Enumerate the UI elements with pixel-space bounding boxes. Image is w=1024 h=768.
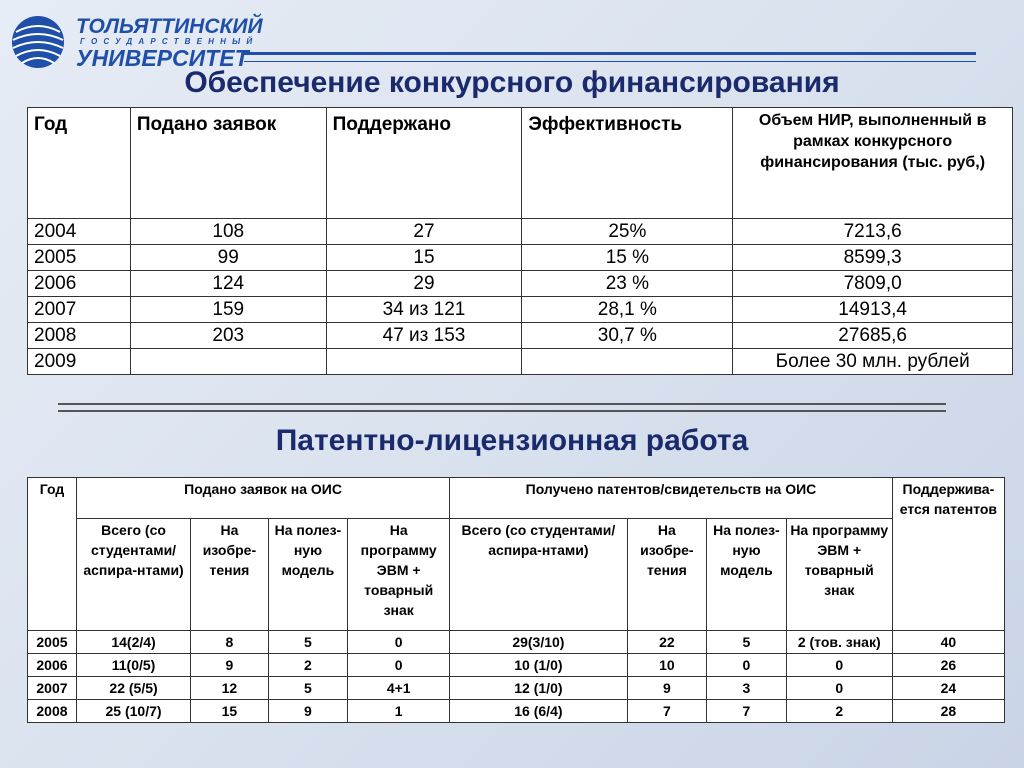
cell-volume: 7213,6 <box>733 219 1013 245</box>
subheader-apps-inventions: На изобре-тения <box>191 519 269 631</box>
subheader-patents-total: Всего (со студентами/аспира-нтами) <box>450 519 627 631</box>
patent-header-row-1 <box>28 478 1005 519</box>
cell-supported: 26 <box>892 654 1004 677</box>
patent-header-row-2 <box>28 519 1005 631</box>
cell-supported: 47 из 153 <box>326 323 522 349</box>
cell-patents-utility: 0 <box>707 654 787 677</box>
subheader-apps-utility-model: На полез-ную модель <box>268 519 348 631</box>
cell-apps-software: 0 <box>348 654 450 677</box>
table-row <box>28 631 1005 654</box>
cell-year: 2007 <box>28 297 131 323</box>
subheader-patents-inventions: На изобре-тения <box>627 519 707 631</box>
university-logo <box>10 14 330 72</box>
cell-patents-software: 0 <box>786 677 892 700</box>
logo-line-1: ТОЛЬЯТТИНСКИЙ <box>76 15 263 38</box>
header-patents-supported: Поддержива-ется патентов <box>892 478 1004 631</box>
cell-efficiency: 25% <box>522 219 733 245</box>
funding-table <box>27 107 1013 375</box>
cell-volume: 14913,4 <box>733 297 1013 323</box>
cell-patents-inventions: 7 <box>627 700 707 723</box>
cell-submitted <box>130 349 326 375</box>
cell-year: 2005 <box>28 245 131 271</box>
cell-patents-software: 2 <box>786 700 892 723</box>
cell-supported: 24 <box>892 677 1004 700</box>
cell-efficiency: 15 % <box>522 245 733 271</box>
cell-year: 2006 <box>28 271 131 297</box>
cell-apps-total: 14(2/4) <box>76 631 190 654</box>
cell-patents-inventions: 22 <box>627 631 707 654</box>
cell-apps-utility: 5 <box>268 677 348 700</box>
cell-supported: 15 <box>326 245 522 271</box>
cell-patents-utility: 5 <box>707 631 787 654</box>
cell-apps-software: 1 <box>348 700 450 723</box>
cell-apps-utility: 9 <box>268 700 348 723</box>
table-row <box>28 271 1013 297</box>
table-row <box>28 245 1013 271</box>
cell-efficiency: 30,7 % <box>522 323 733 349</box>
cell-patents-utility: 3 <box>707 677 787 700</box>
cell-year: 2008 <box>28 323 131 349</box>
cell-submitted: 124 <box>130 271 326 297</box>
cell-year: 2006 <box>28 654 77 677</box>
header-rule <box>244 52 976 62</box>
globe-icon <box>10 14 66 70</box>
header-supported: Поддержано <box>326 108 522 219</box>
cell-year: 2009 <box>28 349 131 375</box>
cell-patents-inventions: 9 <box>627 677 707 700</box>
subheader-apps-software: На программу ЭВМ + товарный знак <box>348 519 450 631</box>
header-year: Год <box>28 108 131 219</box>
cell-patents-software: 0 <box>786 654 892 677</box>
section-divider <box>58 403 946 412</box>
cell-year: 2005 <box>28 631 77 654</box>
table-row <box>28 297 1013 323</box>
cell-apps-inventions: 15 <box>191 700 269 723</box>
cell-year: 2004 <box>28 219 131 245</box>
cell-apps-inventions: 8 <box>191 631 269 654</box>
table-row <box>28 219 1013 245</box>
cell-volume: 8599,3 <box>733 245 1013 271</box>
cell-volume: Более 30 млн. рублей <box>733 349 1013 375</box>
patent-title: Патентно-лицензионная работа <box>275 424 749 457</box>
cell-submitted: 99 <box>130 245 326 271</box>
cell-apps-total: 11(0/5) <box>76 654 190 677</box>
subheader-patents-utility-model: На полез-ную модель <box>707 519 787 631</box>
header-patents-received: Получено патентов/свидетельств на ОИС <box>450 478 893 519</box>
patent-table <box>27 477 1005 723</box>
cell-patents-inventions: 10 <box>627 654 707 677</box>
header-applications: Подано заявок на ОИС <box>76 478 449 519</box>
cell-volume: 7809,0 <box>733 271 1013 297</box>
header-year: Год <box>28 478 77 631</box>
cell-patents-total: 29(3/10) <box>450 631 627 654</box>
cell-submitted: 203 <box>130 323 326 349</box>
cell-supported <box>326 349 522 375</box>
cell-supported: 27 <box>326 219 522 245</box>
table-row <box>28 677 1005 700</box>
funding-title: Обеспечение конкурсного финансирования <box>184 66 840 99</box>
cell-efficiency: 23 % <box>522 271 733 297</box>
table-row <box>28 654 1005 677</box>
logo-line-2: ГОСУДАРСТВЕННЫЙ <box>80 37 259 46</box>
cell-efficiency: 28,1 % <box>522 297 733 323</box>
cell-patents-utility: 7 <box>707 700 787 723</box>
funding-header-row <box>28 108 1013 219</box>
logo-line-3: УНИВЕРСИТЕТ <box>76 45 249 71</box>
cell-patents-total: 10 (1/0) <box>450 654 627 677</box>
cell-patents-software: 2 (тов. знак) <box>786 631 892 654</box>
table-row <box>28 323 1013 349</box>
cell-apps-inventions: 12 <box>191 677 269 700</box>
header-submitted: Подано заявок <box>130 108 326 219</box>
cell-apps-total: 25 (10/7) <box>76 700 190 723</box>
cell-supported: 29 <box>326 271 522 297</box>
header-volume: Объем НИР, выполненный в рамках конкурсного финансирования (тыс. руб,) <box>733 108 1013 219</box>
cell-apps-utility: 5 <box>268 631 348 654</box>
cell-year: 2008 <box>28 700 77 723</box>
cell-patents-total: 12 (1/0) <box>450 677 627 700</box>
header-efficiency: Эффективность <box>522 108 733 219</box>
cell-supported: 34 из 121 <box>326 297 522 323</box>
cell-efficiency <box>522 349 733 375</box>
cell-volume: 27685,6 <box>733 323 1013 349</box>
cell-apps-utility: 2 <box>268 654 348 677</box>
cell-submitted: 159 <box>130 297 326 323</box>
cell-apps-software: 0 <box>348 631 450 654</box>
cell-patents-total: 16 (6/4) <box>450 700 627 723</box>
cell-submitted: 108 <box>130 219 326 245</box>
cell-apps-inventions: 9 <box>191 654 269 677</box>
table-row <box>28 349 1013 375</box>
cell-supported: 40 <box>892 631 1004 654</box>
subheader-patents-software: На программу ЭВМ + товарный знак <box>786 519 892 631</box>
table-row <box>28 700 1005 723</box>
subheader-apps-total: Всего (со студентами/ аспира-нтами) <box>76 519 190 631</box>
cell-year: 2007 <box>28 677 77 700</box>
cell-apps-software: 4+1 <box>348 677 450 700</box>
cell-supported: 28 <box>892 700 1004 723</box>
cell-apps-total: 22 (5/5) <box>76 677 190 700</box>
